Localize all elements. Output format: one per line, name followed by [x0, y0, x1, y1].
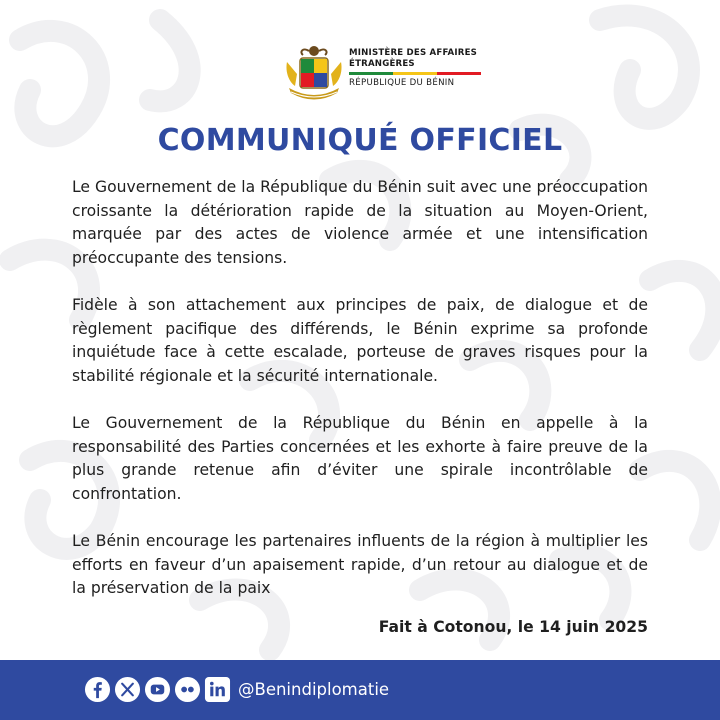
- paragraph-3: Le Gouvernement de la République du Bénin en appelle à la responsabilité des Parties concernées et les exhorte à faire preuve de la plus grande retenue afin d’éviter une spirale incontrôlable de confrontation.: [72, 414, 648, 503]
- flag-stripe-red: [437, 72, 481, 75]
- communique-title: COMMUNIQUÉ OFFICIEL: [157, 123, 563, 158]
- signature-line: Fait à Cotonou, le 14 juin 2025: [378, 618, 648, 636]
- flag-stripe: [349, 72, 481, 75]
- x-icon[interactable]: [114, 676, 141, 703]
- country-name: RÉPUBLIQUE DU BÉNIN: [349, 78, 455, 88]
- social-handle[interactable]: @Benindiplomatie: [238, 679, 390, 699]
- social-links: [84, 675, 389, 703]
- footer-bar: [0, 660, 720, 720]
- youtube-icon[interactable]: [144, 676, 171, 703]
- flag-stripe-green: [349, 72, 393, 75]
- paragraph-2: Fidèle à son attachement aux principes de paix, de dialogue et de règlement pacifique des différends, le Bénin exprime sa profonde inquiétude face à cette escalade, porteuse de graves risques pour la stabilité régionale et la sécurité internationale.: [72, 296, 648, 385]
- ministry-name: MINISTÈRE DES AFFAIRES ÉTRANGÈRES: [349, 48, 478, 69]
- paragraph-1: Le Gouvernement de la République du Bénin suit avec une préoccupation croissante la détérioration rapide de la situation au Moyen-Orient, marquée par des actes de violence armée et une intensification préoccupante des tensions.: [72, 178, 648, 267]
- linkedin-icon[interactable]: [204, 676, 231, 703]
- communique-body: [72, 176, 648, 625]
- flickr-icon[interactable]: [174, 676, 201, 703]
- benin-coat-of-arms-icon: [283, 44, 345, 102]
- flag-stripe-yellow: [393, 72, 437, 75]
- facebook-icon[interactable]: [84, 676, 111, 703]
- ministry-header: [283, 44, 483, 104]
- paragraph-4: Le Bénin encourage les partenaires influents de la région à multiplier les efforts en faveur d’un apaisement rapide, d’un retour au dialogue et de la préservation de la paix: [72, 532, 648, 597]
